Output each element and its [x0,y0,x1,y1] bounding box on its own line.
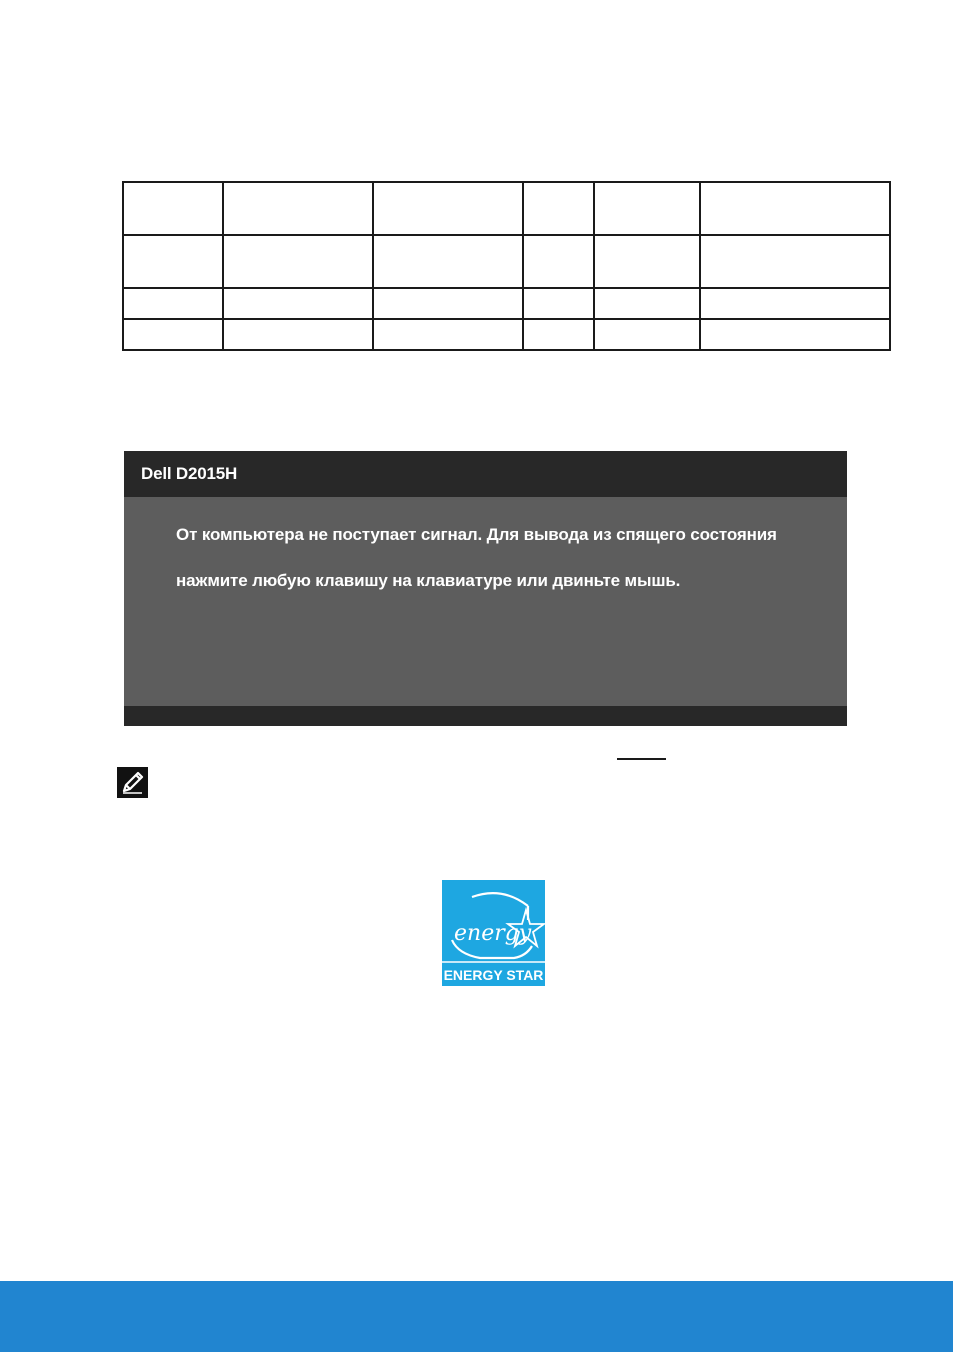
no-signal-osd-dialog [124,451,847,726]
table-cell [223,235,373,288]
table-cell [123,182,223,235]
footer-bar [0,1281,953,1352]
osd-message-line-2: нажмите любую клавишу на клавиатуре или двиньте мышь. [176,571,681,590]
energy-script-text: energy [454,921,532,946]
table-cell [373,288,523,319]
table-row [123,288,890,319]
table-cell [223,288,373,319]
table-row [123,235,890,288]
table-cell [523,319,594,350]
osd-bottom-bar [124,706,847,726]
table-cell [223,319,373,350]
power-management-table [122,181,891,351]
table-cell [373,182,523,235]
osd-title: Dell D2015H [141,464,238,483]
table-cell [594,319,700,350]
pencil-note-icon [117,767,148,798]
table-cell [123,319,223,350]
osd-message-line-1: От компьютера не поступает сигнал. Для вывода из спящего состояния [176,525,777,544]
table-cell [700,319,890,350]
energy-star-logo [442,880,545,986]
table-row [123,182,890,235]
table-cell [223,182,373,235]
table-cell [700,288,890,319]
table-cell [594,235,700,288]
table-cell [523,288,594,319]
table-cell [594,182,700,235]
table-cell [594,288,700,319]
table-cell [373,235,523,288]
table-cell [700,235,890,288]
table-cell [123,288,223,319]
table-cell [123,235,223,288]
table-cell [373,319,523,350]
table-cell [700,182,890,235]
table-cell [523,235,594,288]
energy-star-text: ENERGY STAR [443,967,544,983]
table-cell [523,182,594,235]
underline-mark [617,758,666,760]
osd-title-bar [124,451,847,497]
table-row [123,319,890,350]
